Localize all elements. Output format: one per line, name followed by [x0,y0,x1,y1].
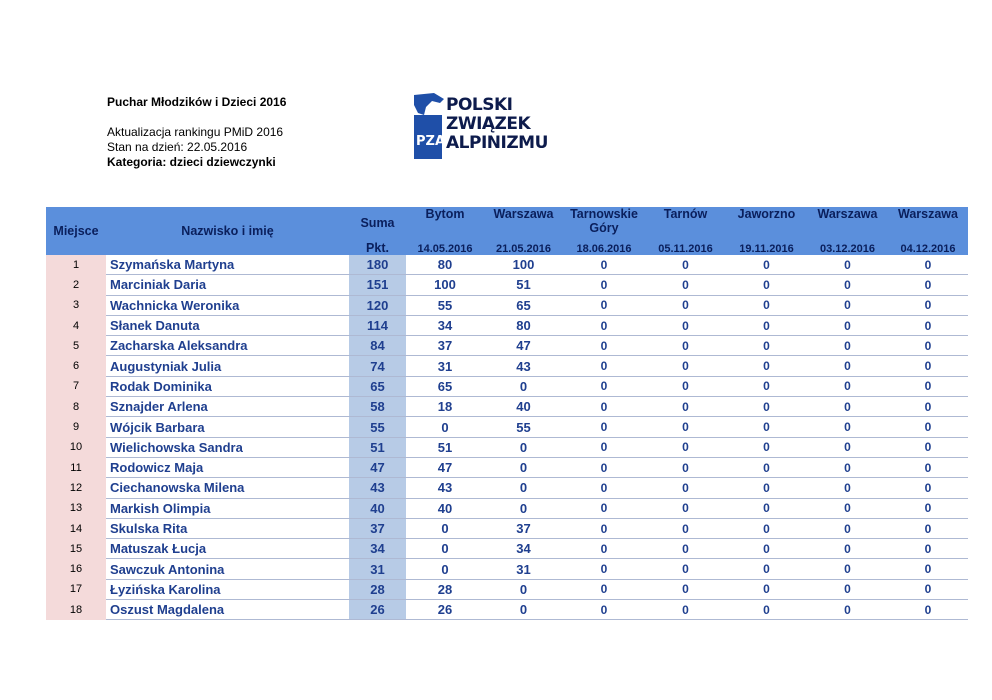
points-cell: 0 [726,498,807,518]
points-cell: 0 [645,397,726,417]
points-cell: 0 [888,518,968,538]
points-cell: 0 [726,315,807,335]
points-cell: 0 [807,600,888,620]
eagle-emblem-icon [410,93,446,161]
points-cell: 0 [888,478,968,498]
points-cell: 0 [563,417,645,437]
points-cell: 0 [888,559,968,579]
points-cell: 0 [888,539,968,559]
points-cell: 55 [406,295,484,315]
points-cell: 0 [888,356,968,376]
points-cell: 0 [807,559,888,579]
points-cell: 0 [726,356,807,376]
points-cell: 0 [888,315,968,335]
sum-cell: 151 [349,275,406,295]
place-cell: 7 [46,376,106,396]
sum-cell: 47 [349,457,406,477]
sum-cell: 34 [349,539,406,559]
table-row [46,295,968,315]
points-cell: 0 [726,336,807,356]
table-row [46,255,968,275]
place-cell: 15 [46,539,106,559]
sum-cell: 114 [349,315,406,335]
points-cell: 0 [563,457,645,477]
points-cell: 43 [406,478,484,498]
points-cell: 0 [807,539,888,559]
name-cell: Słanek Danuta [106,315,349,335]
col-event-name: Warszawa [807,207,888,239]
points-cell: 0 [726,255,807,275]
points-cell: 51 [406,437,484,457]
points-cell: 0 [807,376,888,396]
points-cell: 0 [563,397,645,417]
table-row [46,457,968,477]
logo-line-2: ZWIĄZEK [446,114,531,134]
points-cell: 0 [645,579,726,599]
points-cell: 0 [726,539,807,559]
col-name: Nazwisko i imię [106,207,349,255]
points-cell: 100 [484,255,563,275]
points-cell: 47 [406,457,484,477]
logo-line-3: ALPINIZMU [446,133,548,153]
name-cell: Rodowicz Maja [106,457,349,477]
points-cell: 0 [406,518,484,538]
table-row [46,559,968,579]
name-cell: Marciniak Daria [106,275,349,295]
col-event-date: 04.12.2016 [888,239,968,255]
sum-cell: 28 [349,579,406,599]
pza-logo [410,93,570,163]
name-cell: Ciechanowska Milena [106,478,349,498]
table-row [46,356,968,376]
sum-cell: 84 [349,336,406,356]
table-row [46,518,968,538]
table-row [46,417,968,437]
points-cell: 0 [888,397,968,417]
sum-cell: 43 [349,478,406,498]
points-cell: 0 [888,417,968,437]
points-cell: 0 [563,498,645,518]
points-cell: 65 [484,295,563,315]
points-cell: 0 [888,275,968,295]
col-event-date: 19.11.2016 [726,239,807,255]
update-note: Aktualizacja rankingu PMiD 2016 [107,125,284,139]
col-event-name: Tarnowskie Góry [563,207,645,239]
points-cell: 0 [484,478,563,498]
points-cell: 0 [645,315,726,335]
points-cell: 0 [563,376,645,396]
points-cell: 0 [807,417,888,437]
points-cell: 0 [645,255,726,275]
points-cell: 0 [645,437,726,457]
status-date: Stan na dzień: 22.05.2016 [107,140,248,154]
points-cell: 0 [807,336,888,356]
col-event-date: 18.06.2016 [563,239,645,255]
points-cell: 0 [726,437,807,457]
points-cell: 40 [484,397,563,417]
sum-cell: 65 [349,376,406,396]
points-cell: 0 [807,437,888,457]
points-cell: 0 [888,376,968,396]
points-cell: 0 [563,315,645,335]
name-cell: Zacharska Aleksandra [106,336,349,356]
points-cell: 0 [726,417,807,437]
points-cell: 80 [406,255,484,275]
points-cell: 0 [645,498,726,518]
col-event-date: 21.05.2016 [484,239,563,255]
points-cell: 0 [484,376,563,396]
points-cell: 26 [406,600,484,620]
document-header [107,95,286,170]
points-cell: 0 [563,478,645,498]
table-row [46,600,968,620]
points-cell: 0 [888,336,968,356]
name-cell: Matuszak Łucja [106,539,349,559]
place-cell: 6 [46,356,106,376]
points-cell: 28 [406,579,484,599]
place-cell: 16 [46,559,106,579]
name-cell: Oszust Magdalena [106,600,349,620]
table-row [46,376,968,396]
points-cell: 37 [484,518,563,538]
points-cell: 31 [484,559,563,579]
points-cell: 0 [563,600,645,620]
col-event-name: Bytom [406,207,484,239]
logo-wordmark [446,96,548,153]
place-cell: 12 [46,478,106,498]
col-event-name: Jaworzno [726,207,807,239]
col-event-name: Warszawa [484,207,563,239]
points-cell: 0 [807,356,888,376]
points-cell: 0 [888,437,968,457]
points-cell: 0 [645,417,726,437]
points-cell: 47 [484,336,563,356]
category-label: Kategoria: dzieci dziewczynki [107,155,276,169]
col-event-date: 05.11.2016 [645,239,726,255]
table-row [46,336,968,356]
place-cell: 10 [46,437,106,457]
points-cell: 0 [563,559,645,579]
points-cell: 0 [484,437,563,457]
points-cell: 0 [645,559,726,579]
points-cell: 34 [406,315,484,335]
points-cell: 0 [645,478,726,498]
place-cell: 18 [46,600,106,620]
name-cell: Augustyniak Julia [106,356,349,376]
place-cell: 11 [46,457,106,477]
points-cell: 0 [645,376,726,396]
points-cell: 43 [484,356,563,376]
points-cell: 0 [726,457,807,477]
table-row [46,437,968,457]
points-cell: 65 [406,376,484,396]
points-cell: 0 [807,275,888,295]
name-cell: Wielichowska Sandra [106,437,349,457]
sum-cell: 58 [349,397,406,417]
points-cell: 0 [888,255,968,275]
points-cell: 0 [563,336,645,356]
table-row [46,397,968,417]
name-cell: Łyzińska Karolina [106,579,349,599]
col-event-name: Tarnów [645,207,726,239]
points-cell: 0 [563,539,645,559]
points-cell: 0 [807,255,888,275]
place-cell: 17 [46,579,106,599]
name-cell: Skulska Rita [106,518,349,538]
points-cell: 0 [726,478,807,498]
points-cell: 55 [484,417,563,437]
points-cell: 0 [645,356,726,376]
points-cell: 80 [484,315,563,335]
points-cell: 0 [726,275,807,295]
sum-cell: 37 [349,518,406,538]
points-cell: 0 [807,478,888,498]
sum-cell: 26 [349,600,406,620]
points-cell: 0 [484,579,563,599]
name-cell: Sznajder Arlena [106,397,349,417]
place-cell: 14 [46,518,106,538]
points-cell: 0 [726,600,807,620]
col-place: Miejsce [46,207,106,255]
points-cell: 0 [807,295,888,315]
table-row [46,275,968,295]
points-cell: 0 [726,376,807,396]
place-cell: 4 [46,315,106,335]
sum-cell: 180 [349,255,406,275]
points-cell: 0 [563,275,645,295]
sum-cell: 40 [349,498,406,518]
ranking-table [46,207,968,620]
points-cell: 18 [406,397,484,417]
name-cell: Szymańska Martyna [106,255,349,275]
table-row [46,315,968,335]
place-cell: 8 [46,397,106,417]
place-cell: 1 [46,255,106,275]
points-cell: 0 [807,518,888,538]
table-row [46,478,968,498]
col-event-name: Warszawa [888,207,968,239]
place-cell: 13 [46,498,106,518]
points-cell: 0 [888,498,968,518]
points-cell: 0 [645,539,726,559]
col-sum-unit: Pkt. [349,239,406,255]
points-cell: 0 [645,457,726,477]
points-cell: 51 [484,275,563,295]
points-cell: 0 [726,559,807,579]
points-cell: 0 [645,295,726,315]
col-event-date: 14.05.2016 [406,239,484,255]
points-cell: 0 [807,397,888,417]
table-body [46,255,968,620]
points-cell: 0 [807,498,888,518]
points-cell: 0 [726,518,807,538]
name-cell: Wójcik Barbara [106,417,349,437]
points-cell: 100 [406,275,484,295]
place-cell: 2 [46,275,106,295]
name-cell: Sawczuk Antonina [106,559,349,579]
points-cell: 0 [807,579,888,599]
logo-line-1: POLSKI [446,95,513,115]
points-cell: 0 [406,539,484,559]
points-cell: 0 [563,579,645,599]
sum-cell: 74 [349,356,406,376]
points-cell: 0 [645,275,726,295]
points-cell: 31 [406,356,484,376]
points-cell: 0 [563,437,645,457]
name-cell: Rodak Dominika [106,376,349,396]
points-cell: 0 [888,457,968,477]
points-cell: 0 [563,356,645,376]
competition-title: Puchar Młodzików i Dzieci 2016 [107,95,287,109]
points-cell: 0 [484,498,563,518]
points-cell: 40 [406,498,484,518]
table-row [46,539,968,559]
name-cell: Wachnicka Weronika [106,295,349,315]
sum-cell: 120 [349,295,406,315]
points-cell: 0 [807,315,888,335]
points-cell: 0 [726,397,807,417]
place-cell: 5 [46,336,106,356]
points-cell: 0 [484,457,563,477]
sum-cell: 31 [349,559,406,579]
points-cell: 0 [406,559,484,579]
points-cell: 0 [888,600,968,620]
points-cell: 0 [726,579,807,599]
emblem-letters: PZA [416,134,446,149]
points-cell: 0 [645,600,726,620]
table-row [46,498,968,518]
sum-cell: 51 [349,437,406,457]
points-cell: 0 [645,336,726,356]
points-cell: 0 [563,295,645,315]
points-cell: 0 [484,600,563,620]
col-sum: Suma [349,207,406,239]
points-cell: 0 [406,417,484,437]
points-cell: 0 [888,295,968,315]
points-cell: 0 [563,518,645,538]
sum-cell: 55 [349,417,406,437]
table-header-row [46,207,968,239]
points-cell: 37 [406,336,484,356]
points-cell: 0 [726,295,807,315]
points-cell: 0 [563,255,645,275]
table-row [46,579,968,599]
points-cell: 0 [645,518,726,538]
name-cell: Markish Olimpia [106,498,349,518]
points-cell: 34 [484,539,563,559]
points-cell: 0 [888,579,968,599]
place-cell: 3 [46,295,106,315]
col-event-date: 03.12.2016 [807,239,888,255]
place-cell: 9 [46,417,106,437]
points-cell: 0 [807,457,888,477]
